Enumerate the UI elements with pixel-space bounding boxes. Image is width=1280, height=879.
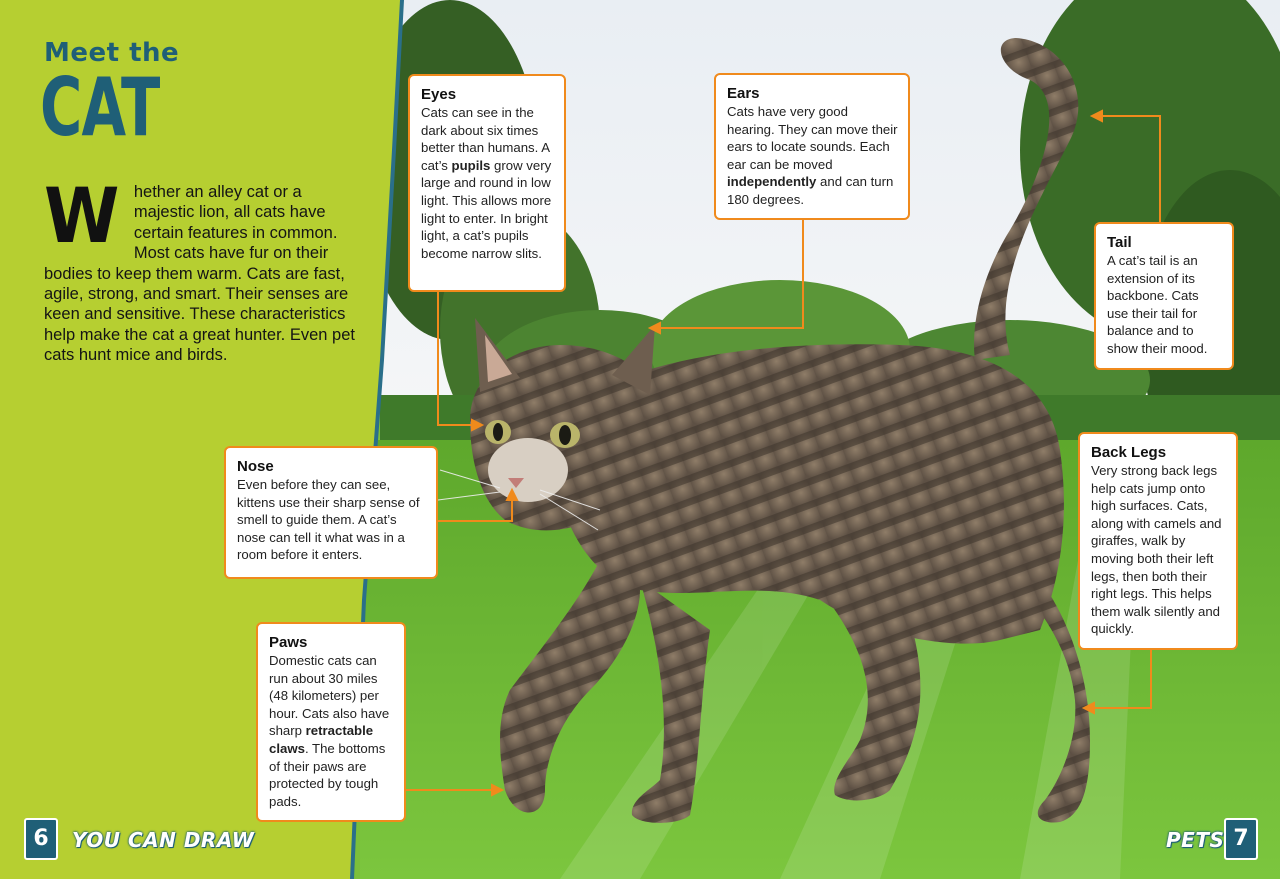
- callout-eyes-text-1: Cats can see in the dark about six times better than humans. A cat’s: [421, 105, 550, 173]
- callout-nose: [224, 446, 438, 579]
- page-number-left: 6: [24, 818, 58, 860]
- page-number-right: 7: [1224, 818, 1258, 860]
- callout-ears-title: Ears: [727, 85, 760, 102]
- callout-paws-text-2: . The bottoms of their paws are protected by tough pads.: [269, 740, 386, 809]
- callout-paws: [256, 622, 406, 822]
- page-title: CAT: [40, 61, 160, 154]
- callout-tail: [1094, 222, 1234, 370]
- callout-back-legs-title: Back Legs: [1091, 444, 1167, 461]
- callout-back-legs-text: Very strong back legs help cats jump onto high surfaces. Cats, along with camels and giraffes, walk by moving both their left legs, then both their right legs. This helps them walk silently and quickly.: [1091, 463, 1222, 637]
- callout-eyes-title: Eyes: [421, 86, 457, 103]
- callout-nose-title: Nose: [237, 458, 274, 475]
- callout-eyes-bold-term: pupils: [451, 157, 491, 173]
- callout-back-legs: [1078, 432, 1238, 650]
- callout-ears-bold-term: independently: [727, 174, 817, 190]
- drop-cap: W: [44, 171, 120, 260]
- callout-ears: [714, 73, 910, 220]
- callout-paws-bold-term: retractable claws: [269, 723, 374, 756]
- callout-paws-title: Paws: [269, 634, 308, 651]
- footer-section-label-left: YOU CAN DRAW: [72, 828, 255, 852]
- callout-ears-text-1: Cats have very good hearing. They can move their ears to locate sounds. Each ear can be moved: [727, 104, 898, 172]
- callout-eyes: [408, 74, 566, 292]
- callout-paws-text-1: Domestic cats can run about 30 miles (48 kilometers) per hour. Cats also have sharp: [269, 653, 390, 739]
- callout-tail-text: A cat’s tail is an extension of its backbone. Cats use their tail for balance and to show their mood.: [1107, 253, 1208, 356]
- intro-text: hether an alley cat or a majestic lion, all cats have certain features in common. Most cats have fur on their bodies to keep them warm. Cats are fast, agile, strong, and smart. Their senses are keen and sensitive. These characteristics help make the cat a great hunter. Even pet cats hunt mice and birds.: [44, 183, 355, 365]
- callout-ears-text-2: and can turn 180 degrees.: [727, 174, 894, 207]
- intro-paragraph: [44, 171, 364, 366]
- callout-tail-title: Tail: [1107, 234, 1132, 251]
- callout-eyes-text-2: grow very large and round in low light. This allows more light to enter. In bright light, a cat’s pupils become narrow slits.: [421, 157, 552, 261]
- callout-nose-text: Even before they can see, kittens use their sharp sense of smell to guide them. A cat’s nose can tell it what was in a room before it enters.: [237, 477, 420, 563]
- page-kicker: Meet the: [44, 38, 180, 68]
- footer-section-label-right: PETS: [1166, 828, 1225, 852]
